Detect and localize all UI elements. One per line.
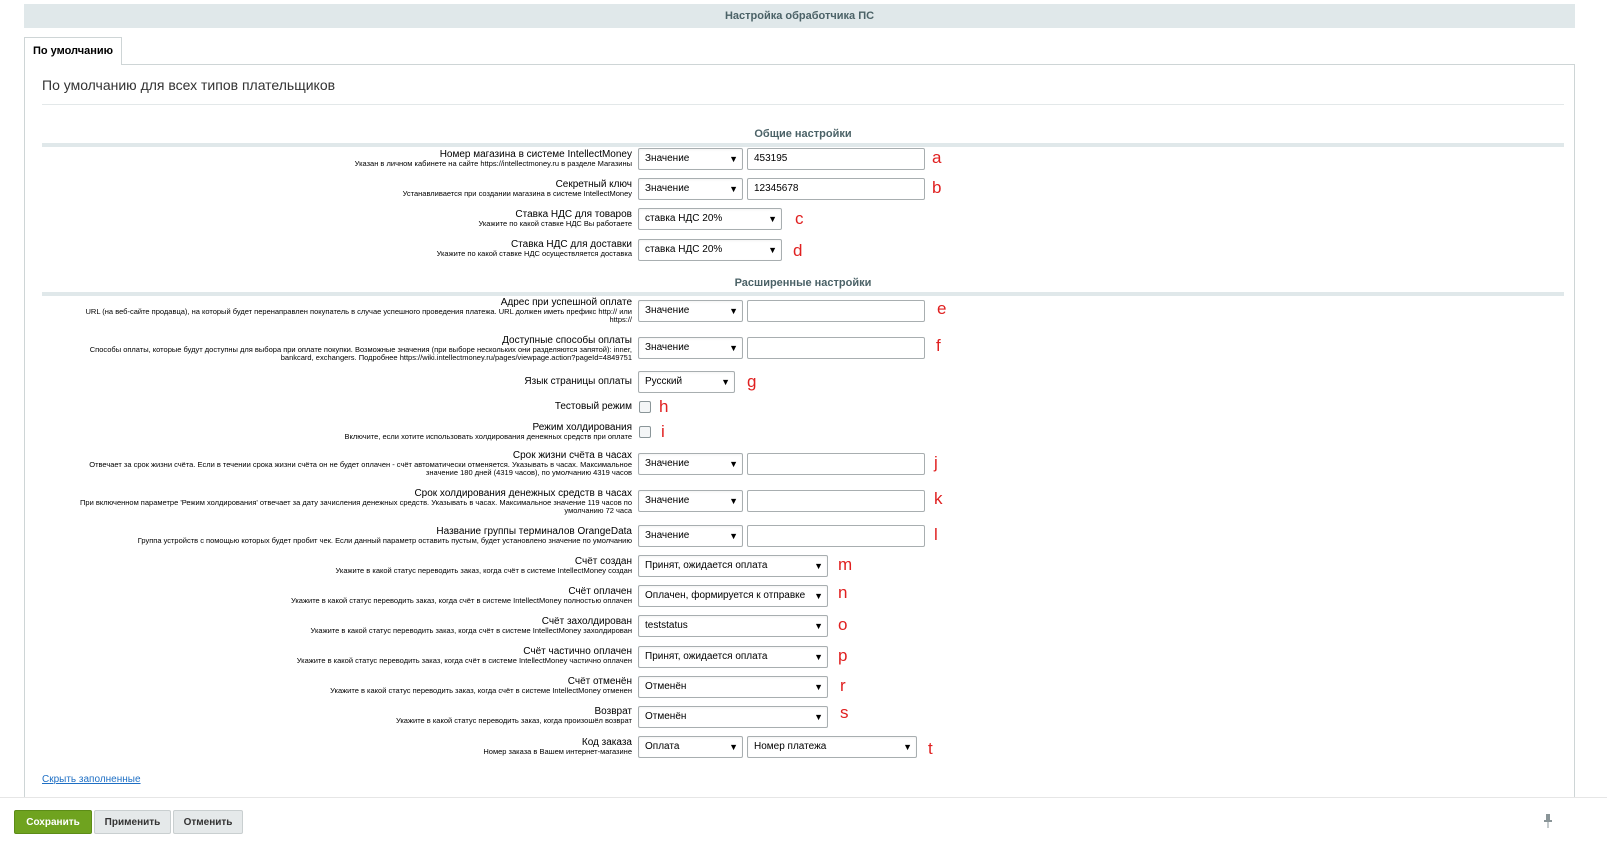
chevron-down-icon: ▼ xyxy=(768,214,777,224)
test-mode-checkbox[interactable] xyxy=(639,401,651,413)
label-text: Секретный ключ xyxy=(555,179,632,190)
label-text: Срок холдирования денежных средств в часах xyxy=(414,488,632,499)
status-created-select[interactable] xyxy=(638,555,828,577)
chevron-down-icon: ▼ xyxy=(814,591,823,601)
invoice-lifetime-input[interactable] xyxy=(747,453,925,475)
label-text: Код заказа xyxy=(581,737,632,748)
field-status-held-label xyxy=(311,617,632,635)
hint-text: URL (на веб-сайте продавца), на который будет перенаправлен покупатель в случае успешного проведения платежа. URL должен иметь префикс http:// или xyxy=(85,307,632,316)
field-test-mode-label xyxy=(555,402,632,412)
chevron-down-icon: ▼ xyxy=(814,621,823,631)
field-status-partial-label xyxy=(297,647,632,665)
status-partial-select[interactable] xyxy=(638,646,828,668)
field-vat-goods-label xyxy=(478,210,632,228)
order-code-source-select[interactable] xyxy=(638,736,743,758)
hint-text: Способы оплаты, которые будут доступны для выбора при оплате покупки. Возможные значения (при выборе нескольких они разделяются запятой): inner, xyxy=(89,345,632,354)
chevron-down-icon: ▼ xyxy=(903,742,912,752)
hint-text: Укажите в какой статус переводить заказ, когда счёт в системе IntellectMoney отменен xyxy=(330,686,632,695)
hold-mode-checkbox[interactable] xyxy=(639,426,651,438)
chevron-down-icon: ▼ xyxy=(729,154,738,164)
select-value: Номер платежа xyxy=(754,741,827,752)
cancel-button[interactable]: Отменить xyxy=(173,810,243,834)
hint-text: Укажите в какой статус переводить заказ, когда произошёл возврат xyxy=(395,716,632,725)
select-value: Оплачен, формируется к отправке xyxy=(645,590,806,601)
language-select[interactable] xyxy=(638,371,735,393)
annotation-letter: h xyxy=(659,397,669,416)
chevron-down-icon: ▼ xyxy=(814,561,823,571)
section-advanced-title: Расширенные настройки xyxy=(42,276,1564,296)
hide-filled-link[interactable]: Скрыть заполненные xyxy=(42,774,141,785)
chevron-down-icon: ▼ xyxy=(729,742,738,752)
label-text: Счёт отменён xyxy=(567,676,632,687)
annotation-letter: m xyxy=(838,555,853,574)
hint-text: Укажите в какой статус переводить заказ, когда счёт в системе IntellectMoney полностью оплачен xyxy=(290,596,632,605)
label-text: Название группы терминалов OrangeData xyxy=(436,526,632,537)
annotation-letter: c xyxy=(795,209,804,228)
hint-text: Группа устройств с помощью которых будет пробит чек. Если данный параметр оставить пустым, будет установлено значение по умолчанию xyxy=(137,536,632,545)
annotation-letter: g xyxy=(747,372,757,391)
select-value: Русский xyxy=(645,376,683,387)
label-text: Счёт частично оплачен xyxy=(523,646,632,657)
vat-delivery-select[interactable] xyxy=(638,239,782,261)
label-text: Ставка НДС для доставки xyxy=(510,239,632,250)
label-text: Ставка НДС для товаров xyxy=(515,209,632,220)
select-value: Принят, ожидается оплата xyxy=(645,651,768,662)
status-held-select[interactable] xyxy=(638,615,828,637)
annotation-letter: e xyxy=(937,299,947,318)
secret-key-source-select[interactable] xyxy=(638,178,743,200)
annotation-letter: o xyxy=(838,615,848,634)
hint-text: Укажите в какой статус переводить заказ, когда счёт в системе IntellectMoney частично оплачен xyxy=(296,656,632,665)
hint-text: умолчанию 72 часа xyxy=(564,506,632,515)
pin-icon[interactable] xyxy=(1543,814,1553,831)
annotation-letter: j xyxy=(934,453,938,472)
annotation-letter: r xyxy=(840,676,846,695)
payment-methods-source-select[interactable] xyxy=(638,337,743,359)
tab-default[interactable]: По умолчанию xyxy=(24,37,122,65)
shop-id-input[interactable]: 453195 xyxy=(747,148,925,170)
hint-text: Устанавливается при создании магазина в системе IntellectMoney xyxy=(402,189,632,198)
field-hold-period-label xyxy=(80,489,632,515)
field-status-refund-label xyxy=(396,707,632,725)
status-refund-select[interactable] xyxy=(638,706,828,728)
invoice-lifetime-source-select[interactable] xyxy=(638,453,743,475)
select-value: Значение xyxy=(645,305,690,316)
label-text: Адрес при успешной оплате xyxy=(500,297,632,308)
annotation-letter: s xyxy=(840,703,849,722)
settings-header: Настройка обработчика ПС xyxy=(24,4,1575,28)
status-paid-select[interactable] xyxy=(638,585,828,607)
hint-text: Укажите в какой статус переводить заказ, когда счёт в системе IntellectMoney создан xyxy=(335,566,632,575)
label-text: Язык страницы оплаты xyxy=(524,376,632,387)
hint-text: Отвечает за срок жизни счёта. Если в течении срока жизни счёта он не будет оплачен - счёт автоматически отменяется. Указывать в часах. Максимальное xyxy=(89,460,632,469)
annotation-letter: l xyxy=(934,525,938,544)
chevron-down-icon: ▼ xyxy=(814,652,823,662)
select-value: Значение xyxy=(645,495,690,506)
select-value: teststatus xyxy=(645,620,688,631)
label-text: Срок жизни счёта в часах xyxy=(512,450,632,461)
chevron-down-icon: ▼ xyxy=(729,459,738,469)
hint-text: https:// xyxy=(609,315,632,324)
scrollbar[interactable] xyxy=(1597,0,1607,797)
field-hold-mode-label xyxy=(345,423,632,441)
field-status-cancelled-label xyxy=(330,677,632,695)
annotation-letter: b xyxy=(932,178,942,197)
field-secret-key-label xyxy=(403,180,632,198)
apply-button[interactable]: Применить xyxy=(94,810,171,834)
chevron-down-icon: ▼ xyxy=(729,184,738,194)
annotation-letter: a xyxy=(932,148,942,167)
shop-id-source-select[interactable] xyxy=(638,148,743,170)
label-text: Счёт захолдирован xyxy=(541,616,632,627)
label-text: Номер магазина в системе IntellectMoney xyxy=(439,149,632,160)
chevron-down-icon: ▼ xyxy=(721,377,730,387)
section-general-title: Общие настройки xyxy=(42,127,1564,147)
hold-period-source-select[interactable] xyxy=(638,490,743,512)
field-payment-methods-label xyxy=(90,336,632,362)
chevron-down-icon: ▼ xyxy=(768,245,777,255)
annotation-letter: n xyxy=(838,583,848,602)
select-value: Отменён xyxy=(645,681,687,692)
annotation-letter: t xyxy=(928,739,933,758)
field-status-paid-label xyxy=(291,587,632,605)
label-text: Возврат xyxy=(594,706,632,717)
label-text: Счёт создан xyxy=(574,556,632,567)
select-value: ставка НДС 20% xyxy=(645,244,723,255)
label-text: Доступные способы оплаты xyxy=(502,335,632,346)
secret-key-input[interactable]: 12345678 xyxy=(747,178,925,200)
divider xyxy=(42,104,1564,105)
hint-text: При включенном параметре 'Режим холдирования' отвечает за дату зачисления денежных средств. Указывать в часах. Максимальное значение 119 часов по xyxy=(80,498,632,507)
select-value: ставка НДС 20% xyxy=(645,213,723,224)
pin-icon-svg xyxy=(1543,814,1553,828)
success-url-source-select[interactable] xyxy=(638,300,743,322)
panel-title: По умолчанию для всех типов плательщиков xyxy=(42,77,336,93)
terminal-group-input[interactable] xyxy=(747,525,925,547)
annotation-letter: d xyxy=(793,241,803,260)
select-value: Значение xyxy=(645,183,690,194)
hint-text: значение 180 дней (4319 часов), по умолчанию 4319 часов xyxy=(425,468,632,477)
chevron-down-icon: ▼ xyxy=(729,306,738,316)
field-language-label xyxy=(524,377,632,387)
payment-methods-input[interactable] xyxy=(747,337,925,359)
annotation-letter: k xyxy=(934,489,943,508)
select-value: Значение xyxy=(645,153,690,164)
order-code-field-select[interactable] xyxy=(747,736,917,758)
save-button[interactable]: Сохранить xyxy=(14,810,92,834)
select-value: Принят, ожидается оплата xyxy=(645,560,768,571)
chevron-down-icon: ▼ xyxy=(729,496,738,506)
terminal-group-source-select[interactable] xyxy=(638,525,743,547)
hint-text: Укажите по какой ставке НДС осуществляется доставка xyxy=(436,249,632,258)
hold-period-input[interactable] xyxy=(747,490,925,512)
select-value: Значение xyxy=(645,530,690,541)
hint-text: Номер заказа в Вашем интернет-магазине xyxy=(483,747,632,756)
chevron-down-icon: ▼ xyxy=(729,343,738,353)
success-url-input[interactable] xyxy=(747,300,925,322)
select-value: Значение xyxy=(645,342,690,353)
hint-text: Укажите в какой статус переводить заказ, когда счёт в системе IntellectMoney захолдирован xyxy=(310,626,632,635)
vat-goods-select[interactable] xyxy=(638,208,782,230)
hint-text: bankcard, exchangers. Подробнее https://wiki.intellectmoney.ru/pages/viewpage.action?pageId=4849751 xyxy=(280,353,632,362)
select-value: Значение xyxy=(645,458,690,469)
field-status-created-label xyxy=(335,557,632,575)
annotation-letter: f xyxy=(936,336,941,355)
hint-text: Укажите по какой ставке НДС Вы работаете xyxy=(478,219,632,228)
field-invoice-lifetime-label xyxy=(89,451,632,477)
hint-text: Включите, если хотите использовать холдирования денежных средств при оплате xyxy=(344,432,632,441)
select-value: Отменён xyxy=(645,711,687,722)
label-text: Тестовый режим xyxy=(554,401,632,412)
field-shop-id-label xyxy=(355,150,632,168)
chevron-down-icon: ▼ xyxy=(814,712,823,722)
field-vat-delivery-label xyxy=(437,240,632,258)
status-cancelled-select[interactable] xyxy=(638,676,828,698)
field-order-code-label xyxy=(483,738,632,756)
select-value: Оплата xyxy=(645,741,680,752)
annotation-letter: p xyxy=(838,646,848,665)
field-success-url-label xyxy=(85,298,632,324)
label-text: Счёт оплачен xyxy=(568,586,632,597)
hint-text: Указан в личном кабинете на сайте https://intellectmoney.ru в разделе Магазины xyxy=(354,159,632,168)
chevron-down-icon: ▼ xyxy=(814,682,823,692)
chevron-down-icon: ▼ xyxy=(729,531,738,541)
field-terminal-group-label xyxy=(138,527,632,545)
label-text: Режим холдирования xyxy=(532,422,632,433)
annotation-letter: i xyxy=(661,422,665,441)
